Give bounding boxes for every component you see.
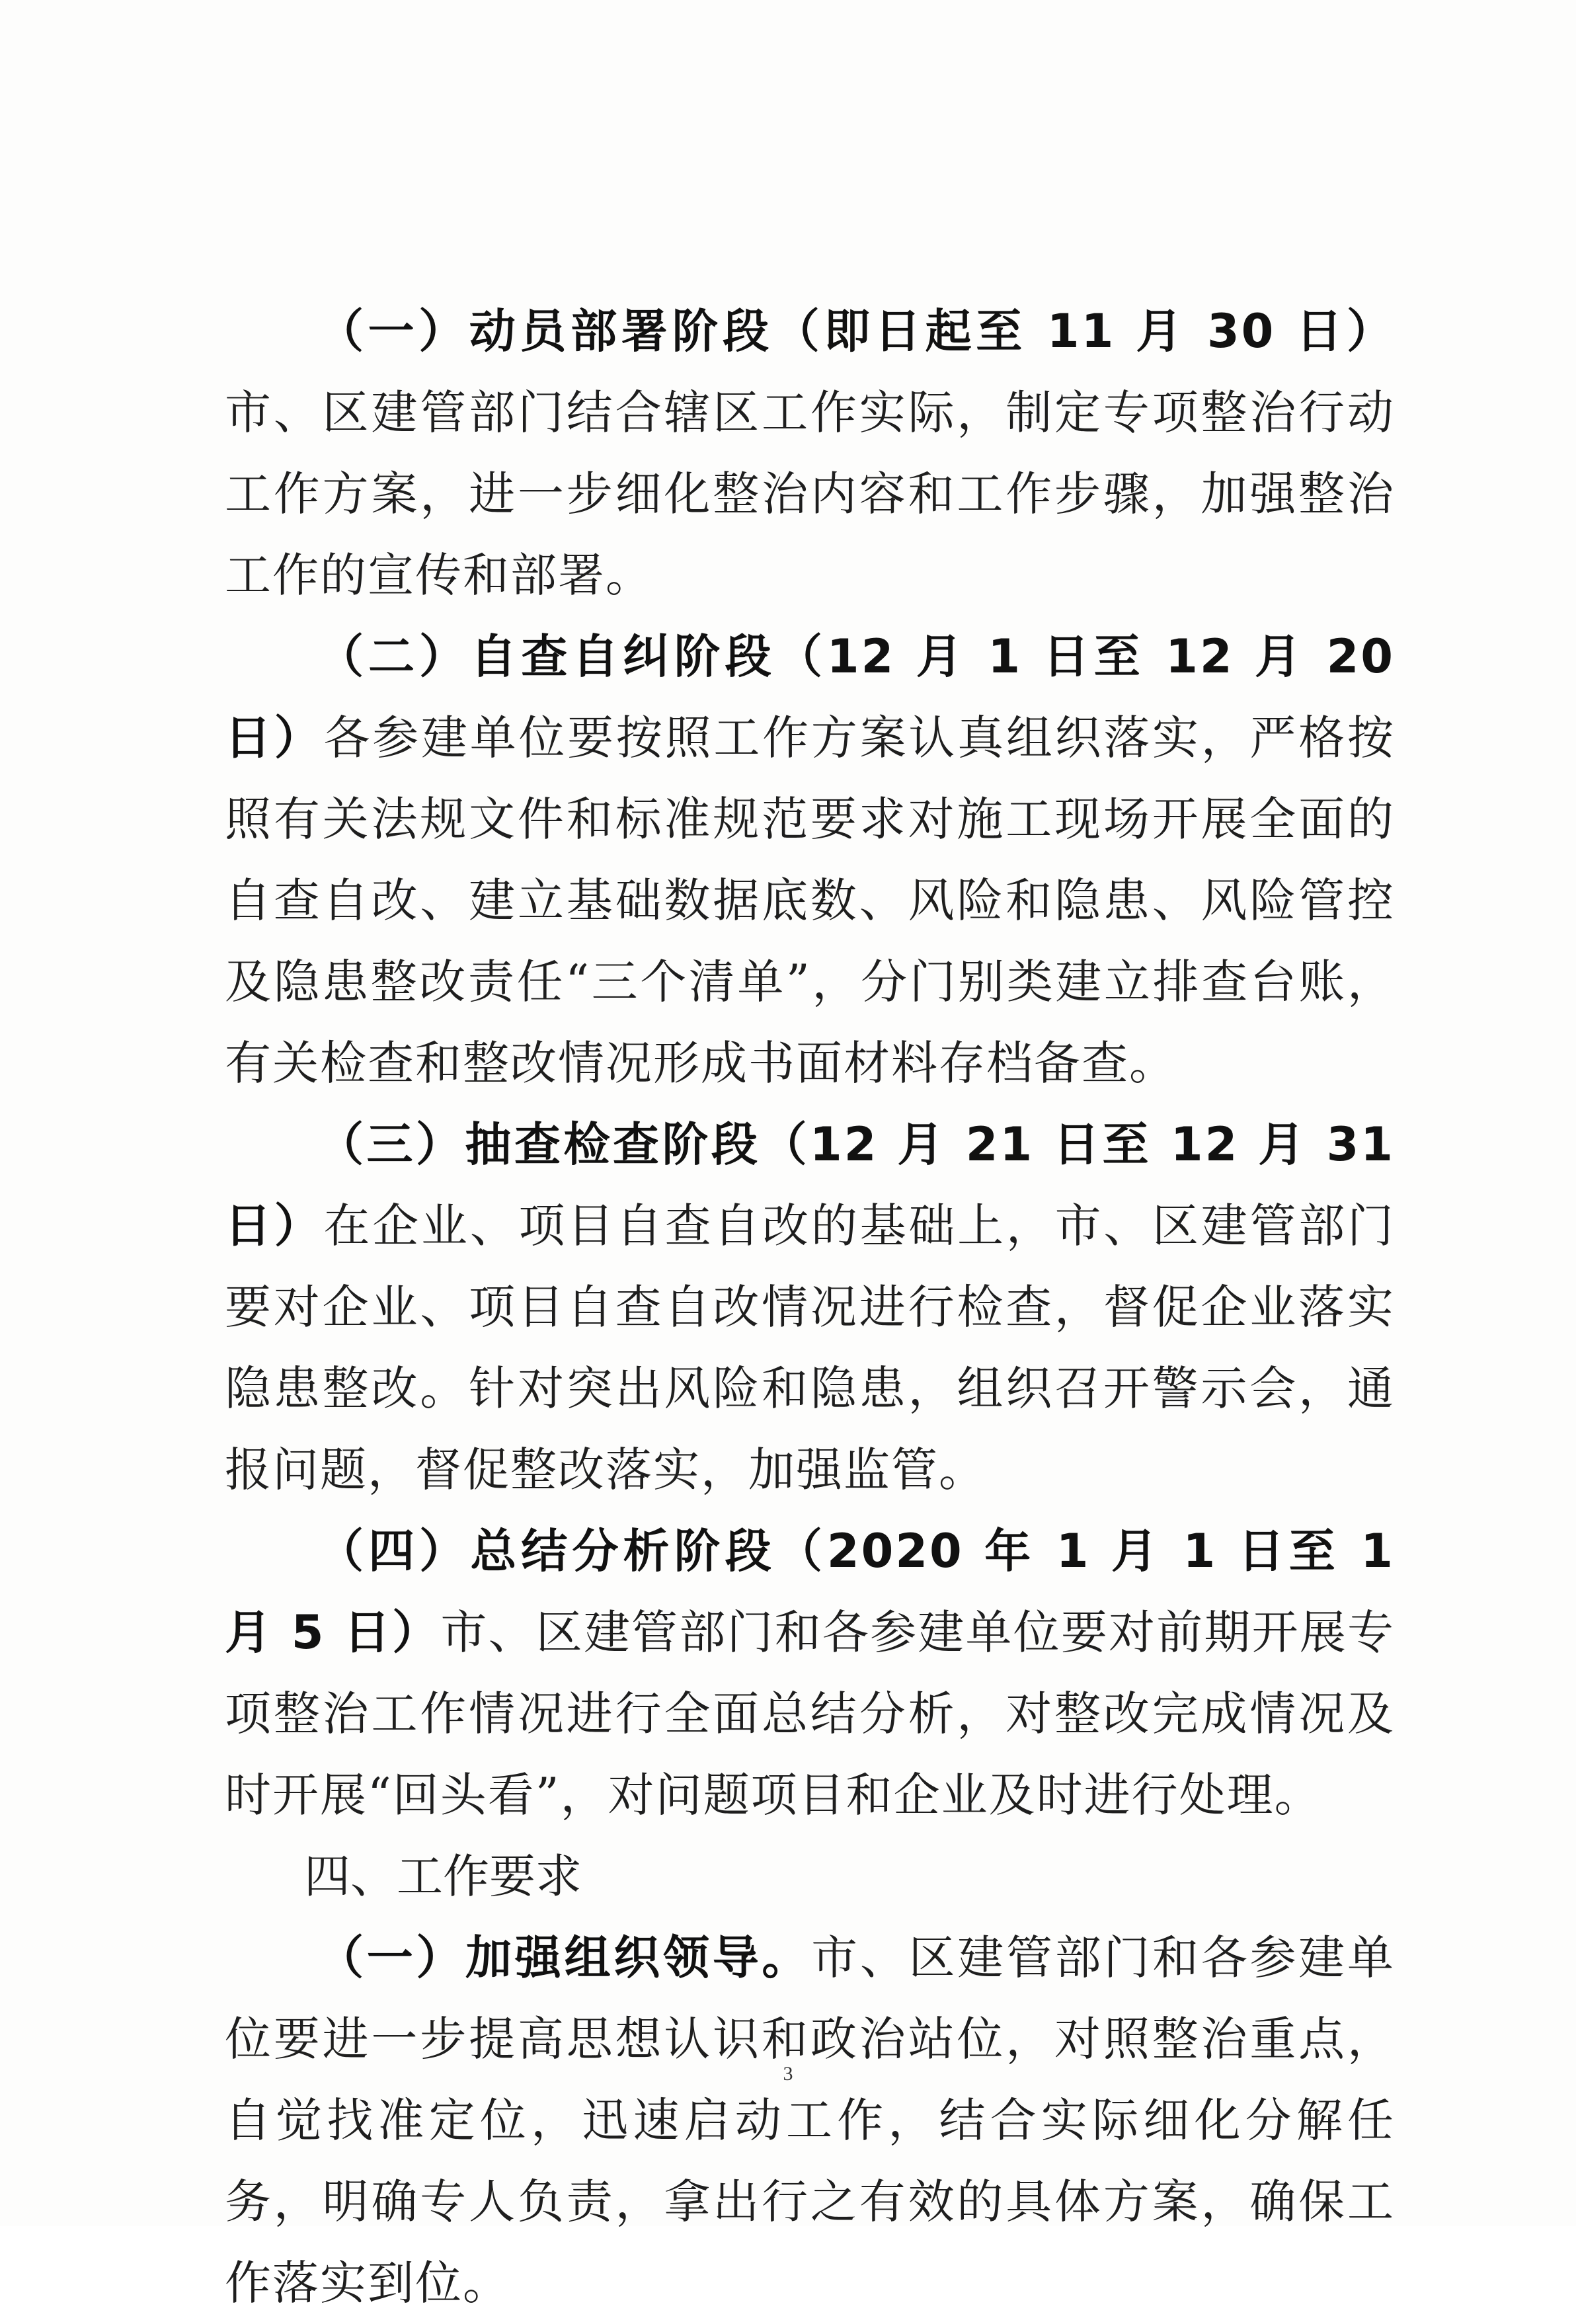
stage-paragraph-3 — [225, 1104, 1395, 1511]
stage-body-3: 在企业、项目自查自改的基础上，市、区建管部门要对企业、项目自查自改情况进行检查，督促企业落实隐患整改。针对突出风险和隐患，组织召开警示会，通报问题，督促整改落实，加强监管。 — [225, 1199, 1396, 1497]
stage-paragraph-2 — [225, 616, 1395, 1104]
section-title: 四、工作要求 — [304, 1849, 582, 1903]
requirement-body-1: 市、区建管部门和各参建单位要进一步提高思想认识和政治站位，对照整治重点，自觉找准定位，迅速启动工作，结合实际细化分解任务，明确专人负责，拿出行之有效的具体方案，确保工作落实到位。 — [225, 1931, 1396, 2310]
stage-paragraph-1 — [225, 291, 1395, 616]
requirement-paragraph-1 — [225, 1917, 1395, 2324]
stage-heading-2: （二）自查自纠阶段（12 月 1 日至 12 月 20 日） — [225, 629, 1395, 765]
stage-heading-3: （三）抽查检查阶段（12 月 21 日至 12 月 31 日） — [225, 1117, 1395, 1253]
page-number: 3 — [783, 2063, 793, 2085]
stage-body-1: 市、区建管部门结合辖区工作实际，制定专项整治行动工作方案，进一步细化整治内容和工作步骤，加强整治工作的宣传和部署。 — [225, 385, 1395, 602]
stage-paragraph-4 — [225, 1511, 1395, 1836]
stage-heading-4: （四）总结分析阶段（2020 年 1 月 1 日至 1 月 5 日） — [225, 1524, 1395, 1660]
stage-heading-1: （一）动员部署阶段（即日起至 11 月 30 日） — [317, 304, 1395, 358]
document-body — [225, 291, 1395, 2324]
stage-body-2: 各参建单位要按照工作方案认真组织落实，严格按照有关法规文件和标准规范要求对施工现场开展全面的自查自改、建立基础数据底数、风险和隐患、风险管控及隐患整改责任“三个清单”，分门别类建立排查台账，有关检查和整改情况形成书面材料存档备查。 — [225, 711, 1396, 1090]
requirement-heading-1: （一）加强组织领导。 — [317, 1931, 812, 1985]
stage-body-4: 市、区建管部门和各参建单位要对前期开展专项整治工作情况进行全面总结分析，对整改完成情况及时开展“回头看”，对问题项目和企业及时进行处理。 — [225, 1605, 1396, 1822]
